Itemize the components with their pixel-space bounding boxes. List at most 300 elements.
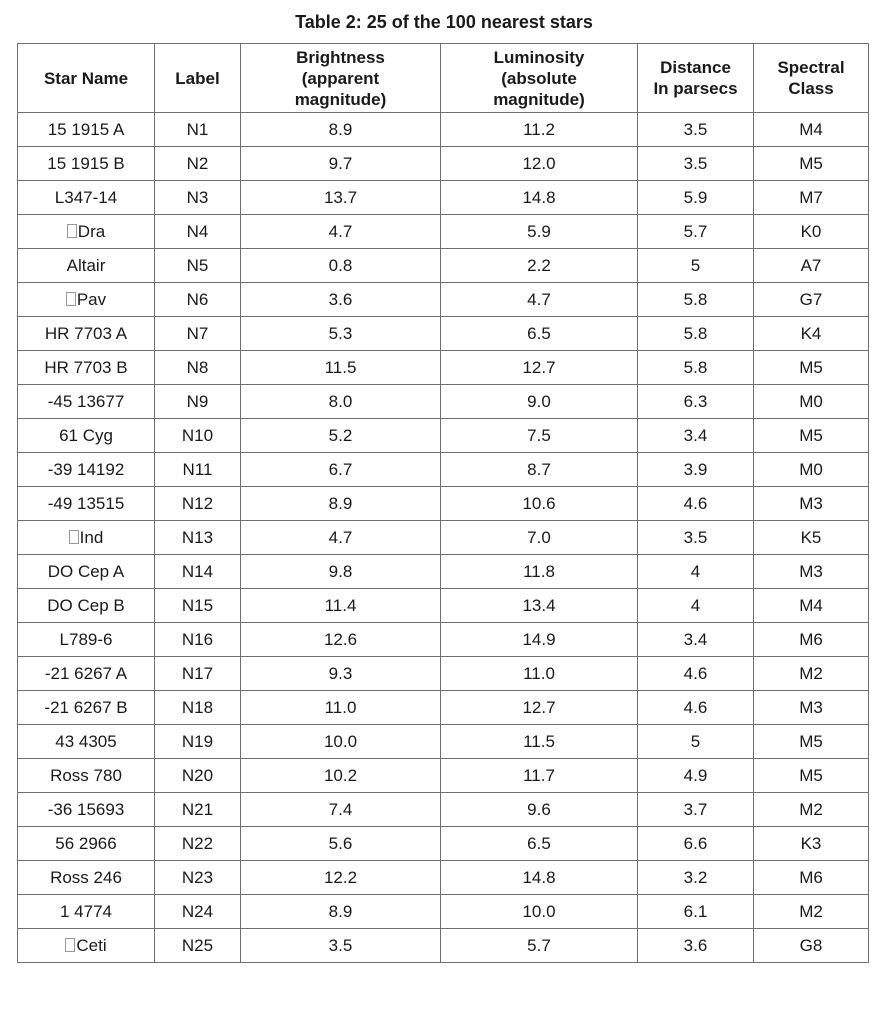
cell-text: 6.7 xyxy=(328,459,353,479)
luminosity-cell xyxy=(441,691,638,725)
star-name-cell xyxy=(18,351,155,385)
star-name-cell xyxy=(18,283,155,317)
cell-text: 3.4 xyxy=(683,425,708,445)
spectral-class-cell xyxy=(754,419,869,453)
star-name-cell xyxy=(18,759,155,793)
cell-text: Pav xyxy=(76,289,107,309)
cell-text: N24 xyxy=(181,901,214,921)
cell-text: 4.6 xyxy=(683,493,708,513)
cell-text: N17 xyxy=(181,663,214,683)
cell-text: -21 6267 B xyxy=(44,697,128,717)
label-cell xyxy=(155,521,241,555)
cell-text: 2.2 xyxy=(527,255,551,275)
cell-text: 5.7 xyxy=(683,221,708,241)
cell-text: 5.7 xyxy=(527,935,551,955)
brightness-cell xyxy=(241,385,441,419)
cell-text: 3.2 xyxy=(683,867,708,887)
star-name-cell xyxy=(18,929,155,963)
cell-text: 9.0 xyxy=(527,391,551,411)
cell-text: N7 xyxy=(186,323,209,343)
distance-cell xyxy=(638,725,754,759)
brightness-cell xyxy=(241,453,441,487)
cell-text: K5 xyxy=(800,527,822,547)
table-row xyxy=(18,725,869,759)
distance-cell xyxy=(638,249,754,283)
luminosity-cell xyxy=(441,929,638,963)
brightness-cell xyxy=(241,691,441,725)
header-text: In parsecs xyxy=(653,79,738,98)
cell-text: -49 13515 xyxy=(47,493,125,513)
cell-text: N15 xyxy=(181,595,214,615)
luminosity-cell xyxy=(441,827,638,861)
cell-text: 10.0 xyxy=(323,731,358,751)
cell-text: 14.8 xyxy=(522,187,556,207)
cell-text: N21 xyxy=(181,799,214,819)
spectral-class-cell xyxy=(754,147,869,181)
star-name-cell xyxy=(18,419,155,453)
star-name-cell xyxy=(18,147,155,181)
spectral-class-cell xyxy=(754,793,869,827)
header-text: (apparent xyxy=(301,68,380,88)
cell-text: -45 13677 xyxy=(47,391,125,411)
cell-text: 4.7 xyxy=(527,289,551,309)
cell-text: G7 xyxy=(799,289,823,309)
table-row xyxy=(18,555,869,589)
distance-cell xyxy=(638,521,754,555)
brightness-cell xyxy=(241,827,441,861)
header-text: Label xyxy=(175,68,220,88)
label-cell xyxy=(155,317,241,351)
cell-text: 14.8 xyxy=(522,867,556,887)
cell-text: 13.7 xyxy=(323,187,358,207)
table-row xyxy=(18,589,869,623)
star-name-cell xyxy=(18,861,155,895)
header-text: Spectral xyxy=(777,58,845,77)
cell-text: 5 xyxy=(690,255,701,275)
label-cell xyxy=(155,725,241,759)
header-luminosity xyxy=(441,44,638,113)
cell-text: DO Cep B xyxy=(47,595,125,615)
table-row xyxy=(18,691,869,725)
spectral-class-cell xyxy=(754,827,869,861)
label-cell xyxy=(155,453,241,487)
cell-text: M3 xyxy=(799,697,823,717)
luminosity-cell xyxy=(441,147,638,181)
cell-text: 8.9 xyxy=(328,901,353,921)
luminosity-cell xyxy=(441,759,638,793)
label-cell xyxy=(155,827,241,861)
luminosity-cell xyxy=(441,861,638,895)
cell-text: 4.9 xyxy=(683,765,708,785)
cell-text: 5.8 xyxy=(683,289,708,309)
cell-text: 15 1915 A xyxy=(47,119,125,139)
luminosity-cell xyxy=(441,419,638,453)
cell-text: N1 xyxy=(186,119,209,139)
cell-text: 8.9 xyxy=(328,119,353,139)
cell-text: A7 xyxy=(800,255,822,275)
cell-text: 1 4774 xyxy=(60,901,112,921)
cell-text: 12.6 xyxy=(323,629,358,649)
cell-text: 9.3 xyxy=(328,663,353,683)
cell-text: N6 xyxy=(186,289,209,309)
cell-text: 8.0 xyxy=(328,391,353,411)
cell-text: 4.7 xyxy=(328,527,353,547)
cell-text: 6.3 xyxy=(683,391,708,411)
table-row xyxy=(18,385,869,419)
star-name-cell xyxy=(18,317,155,351)
cell-text: 3.9 xyxy=(683,459,708,479)
cell-text: -21 6267 A xyxy=(44,663,128,683)
cell-text: 3.6 xyxy=(683,935,708,955)
label-cell xyxy=(155,181,241,215)
spectral-class-cell xyxy=(754,725,869,759)
spectral-class-cell xyxy=(754,623,869,657)
cell-text: 6.5 xyxy=(527,833,551,853)
header-text: Luminosity xyxy=(493,47,585,67)
cell-text: L789-6 xyxy=(59,629,113,649)
table-row xyxy=(18,453,869,487)
header-text: Star Name xyxy=(43,68,129,88)
star-name-cell xyxy=(18,453,155,487)
table-row xyxy=(18,283,869,317)
star-name-cell xyxy=(18,793,155,827)
spectral-class-cell xyxy=(754,861,869,895)
cell-text: 5 xyxy=(690,731,701,751)
spectral-class-cell xyxy=(754,487,869,521)
cell-text: 5.6 xyxy=(328,833,353,853)
missing-glyph-icon xyxy=(67,224,77,238)
header-text: Distance xyxy=(660,58,731,77)
cell-text: 6.1 xyxy=(683,901,708,921)
brightness-cell xyxy=(241,929,441,963)
distance-cell xyxy=(638,453,754,487)
label-cell xyxy=(155,351,241,385)
cell-text: N14 xyxy=(181,561,214,581)
header-brightness xyxy=(241,44,441,113)
star-name-cell xyxy=(18,181,155,215)
luminosity-cell xyxy=(441,487,638,521)
luminosity-cell xyxy=(441,283,638,317)
table-row xyxy=(18,657,869,691)
header-row xyxy=(18,44,869,113)
label-cell xyxy=(155,283,241,317)
label-cell xyxy=(155,555,241,589)
cell-text: 6.5 xyxy=(527,323,551,343)
label-cell xyxy=(155,487,241,521)
luminosity-cell xyxy=(441,725,638,759)
cell-text: M3 xyxy=(799,561,823,581)
header-star-name xyxy=(18,44,155,113)
star-name-cell xyxy=(18,113,155,147)
table-row xyxy=(18,521,869,555)
cell-text: M0 xyxy=(799,391,823,411)
spectral-class-cell xyxy=(754,555,869,589)
luminosity-cell xyxy=(441,623,638,657)
star-name-cell xyxy=(18,555,155,589)
header-distance xyxy=(638,44,754,113)
label-cell xyxy=(155,929,241,963)
cell-text: 3.5 xyxy=(328,935,353,955)
cell-text: 56 2966 xyxy=(55,833,117,853)
luminosity-cell xyxy=(441,113,638,147)
luminosity-cell xyxy=(441,895,638,929)
label-cell xyxy=(155,419,241,453)
brightness-cell xyxy=(241,861,441,895)
star-name-cell xyxy=(18,487,155,521)
cell-text: M6 xyxy=(799,629,823,649)
cell-text: M6 xyxy=(799,867,823,887)
cell-text: M7 xyxy=(799,187,823,207)
cell-text: N20 xyxy=(181,765,214,785)
distance-cell xyxy=(638,181,754,215)
distance-cell xyxy=(638,385,754,419)
spectral-class-cell xyxy=(754,521,869,555)
distance-cell xyxy=(638,147,754,181)
luminosity-cell xyxy=(441,249,638,283)
cell-text: M3 xyxy=(799,493,823,513)
cell-text: 3.5 xyxy=(683,527,708,547)
luminosity-cell xyxy=(441,215,638,249)
table-row xyxy=(18,861,869,895)
brightness-cell xyxy=(241,793,441,827)
distance-cell xyxy=(638,623,754,657)
brightness-cell xyxy=(241,589,441,623)
cell-text: N5 xyxy=(186,255,209,275)
spectral-class-cell xyxy=(754,317,869,351)
table-row xyxy=(18,215,869,249)
cell-text: M5 xyxy=(799,357,823,377)
table-row xyxy=(18,317,869,351)
distance-cell xyxy=(638,895,754,929)
cell-text: M5 xyxy=(799,153,823,173)
cell-text: M2 xyxy=(799,901,823,921)
luminosity-cell xyxy=(441,589,638,623)
cell-text: N25 xyxy=(181,935,214,955)
table-row xyxy=(18,929,869,963)
spectral-class-cell xyxy=(754,385,869,419)
cell-text: 4.6 xyxy=(683,697,708,717)
table-row xyxy=(18,895,869,929)
cell-text: 3.5 xyxy=(683,153,708,173)
star-name-cell xyxy=(18,691,155,725)
star-name-cell xyxy=(18,827,155,861)
cell-text: M5 xyxy=(799,731,823,751)
cell-text: 9.7 xyxy=(328,153,353,173)
cell-text: N11 xyxy=(182,459,213,479)
header-text: Class xyxy=(788,79,834,98)
cell-text: 4.7 xyxy=(328,221,353,241)
brightness-cell xyxy=(241,895,441,929)
spectral-class-cell xyxy=(754,249,869,283)
cell-text: 3.7 xyxy=(683,799,708,819)
table-row xyxy=(18,181,869,215)
cell-text: Dra xyxy=(77,221,106,241)
cell-text: 11.0 xyxy=(324,697,357,717)
distance-cell xyxy=(638,113,754,147)
distance-cell xyxy=(638,215,754,249)
cell-text: N22 xyxy=(181,833,214,853)
cell-text: N16 xyxy=(181,629,214,649)
brightness-cell xyxy=(241,215,441,249)
cell-text: 9.8 xyxy=(328,561,353,581)
cell-text: 10.6 xyxy=(522,493,556,513)
star-name-cell xyxy=(18,895,155,929)
cell-text: 4 xyxy=(690,595,701,615)
brightness-cell xyxy=(241,317,441,351)
cell-text: L347-14 xyxy=(54,187,118,207)
spectral-class-cell xyxy=(754,181,869,215)
cell-text: 5.9 xyxy=(527,221,551,241)
distance-cell xyxy=(638,351,754,385)
cell-text: 10.2 xyxy=(323,765,358,785)
spectral-class-cell xyxy=(754,589,869,623)
cell-text: K0 xyxy=(800,221,822,241)
cell-text: N4 xyxy=(186,221,209,241)
cell-text: N23 xyxy=(181,867,214,887)
label-cell xyxy=(155,759,241,793)
cell-text: 11.5 xyxy=(324,357,357,377)
spectral-class-cell xyxy=(754,215,869,249)
star-name-cell xyxy=(18,249,155,283)
header-text: magnitude) xyxy=(493,89,585,109)
distance-cell xyxy=(638,929,754,963)
cell-text: 12.7 xyxy=(522,357,556,377)
cell-text: N3 xyxy=(186,187,209,207)
cell-text: M4 xyxy=(799,119,823,139)
cell-text: Ind xyxy=(79,527,104,547)
distance-cell xyxy=(638,793,754,827)
brightness-cell xyxy=(241,113,441,147)
star-name-cell xyxy=(18,521,155,555)
label-cell xyxy=(155,861,241,895)
cell-text: 3.5 xyxy=(683,119,708,139)
distance-cell xyxy=(638,827,754,861)
luminosity-cell xyxy=(441,385,638,419)
luminosity-cell xyxy=(441,453,638,487)
cell-text: 11.8 xyxy=(523,561,555,581)
header-spectral-class xyxy=(754,44,869,113)
header-text: magnitude) xyxy=(294,89,387,109)
cell-text: K4 xyxy=(800,323,822,343)
table-row xyxy=(18,487,869,521)
label-cell xyxy=(155,691,241,725)
cell-text: 7.5 xyxy=(527,425,551,445)
brightness-cell xyxy=(241,249,441,283)
luminosity-cell xyxy=(441,521,638,555)
header-text: (absolute xyxy=(501,68,577,88)
cell-text: 15 1915 B xyxy=(47,153,125,173)
cell-text: 10.0 xyxy=(522,901,556,921)
cell-text: 11.7 xyxy=(523,765,555,785)
cell-text: 8.7 xyxy=(527,459,551,479)
spectral-class-cell xyxy=(754,759,869,793)
missing-glyph-icon xyxy=(66,292,76,306)
cell-text: 3.4 xyxy=(683,629,708,649)
label-cell xyxy=(155,793,241,827)
cell-text: DO Cep A xyxy=(47,561,125,581)
cell-text: 9.6 xyxy=(527,799,551,819)
spectral-class-cell xyxy=(754,895,869,929)
cell-text: 4 xyxy=(690,561,701,581)
cell-text: N18 xyxy=(181,697,214,717)
label-cell xyxy=(155,895,241,929)
cell-text: 43 4305 xyxy=(55,731,117,751)
distance-cell xyxy=(638,317,754,351)
label-cell xyxy=(155,623,241,657)
label-cell xyxy=(155,589,241,623)
header-text: Brightness xyxy=(296,47,385,67)
cell-text: Ross 780 xyxy=(50,765,122,785)
cell-text: N19 xyxy=(181,731,214,751)
label-cell xyxy=(155,249,241,283)
distance-cell xyxy=(638,759,754,793)
cell-text: 5.8 xyxy=(683,357,708,377)
star-name-cell xyxy=(18,589,155,623)
table-row xyxy=(18,759,869,793)
cell-text: 5.2 xyxy=(328,425,353,445)
spectral-class-cell xyxy=(754,657,869,691)
cell-text: N12 xyxy=(181,493,214,513)
star-name-cell xyxy=(18,623,155,657)
brightness-cell xyxy=(241,521,441,555)
cell-text: M4 xyxy=(799,595,823,615)
luminosity-cell xyxy=(441,657,638,691)
brightness-cell xyxy=(241,147,441,181)
cell-text: 5.3 xyxy=(328,323,353,343)
label-cell xyxy=(155,147,241,181)
spectral-class-cell xyxy=(754,351,869,385)
cell-text: 7.4 xyxy=(328,799,353,819)
cell-text: N10 xyxy=(181,425,214,445)
cell-text: Ceti xyxy=(76,935,107,955)
brightness-cell xyxy=(241,725,441,759)
table-row xyxy=(18,827,869,861)
cell-text: 11.0 xyxy=(523,663,555,683)
cell-text: 5.9 xyxy=(683,187,708,207)
brightness-cell xyxy=(241,283,441,317)
cell-text: M2 xyxy=(799,799,823,819)
table-row xyxy=(18,793,869,827)
luminosity-cell xyxy=(441,793,638,827)
cell-text: -39 14192 xyxy=(47,459,125,479)
cell-text: 7.0 xyxy=(527,527,551,547)
cell-text: K3 xyxy=(800,833,822,853)
cell-text: 61 Cyg xyxy=(59,425,113,445)
cell-text: M2 xyxy=(799,663,823,683)
brightness-cell xyxy=(241,657,441,691)
spectral-class-cell xyxy=(754,283,869,317)
brightness-cell xyxy=(241,555,441,589)
spectral-class-cell xyxy=(754,113,869,147)
nearest-stars-table xyxy=(17,43,869,963)
header-label xyxy=(155,44,241,113)
spectral-class-cell xyxy=(754,453,869,487)
cell-text: 6.6 xyxy=(683,833,708,853)
cell-text: HR 7703 B xyxy=(44,357,128,377)
brightness-cell xyxy=(241,487,441,521)
cell-text: 14.9 xyxy=(522,629,556,649)
missing-glyph-icon xyxy=(69,530,79,544)
table-row xyxy=(18,351,869,385)
cell-text: N2 xyxy=(186,153,209,173)
table-row xyxy=(18,623,869,657)
cell-text: 12.7 xyxy=(522,697,556,717)
cell-text: 11.4 xyxy=(324,595,357,615)
distance-cell xyxy=(638,589,754,623)
star-name-cell xyxy=(18,725,155,759)
cell-text: M5 xyxy=(799,425,823,445)
brightness-cell xyxy=(241,419,441,453)
